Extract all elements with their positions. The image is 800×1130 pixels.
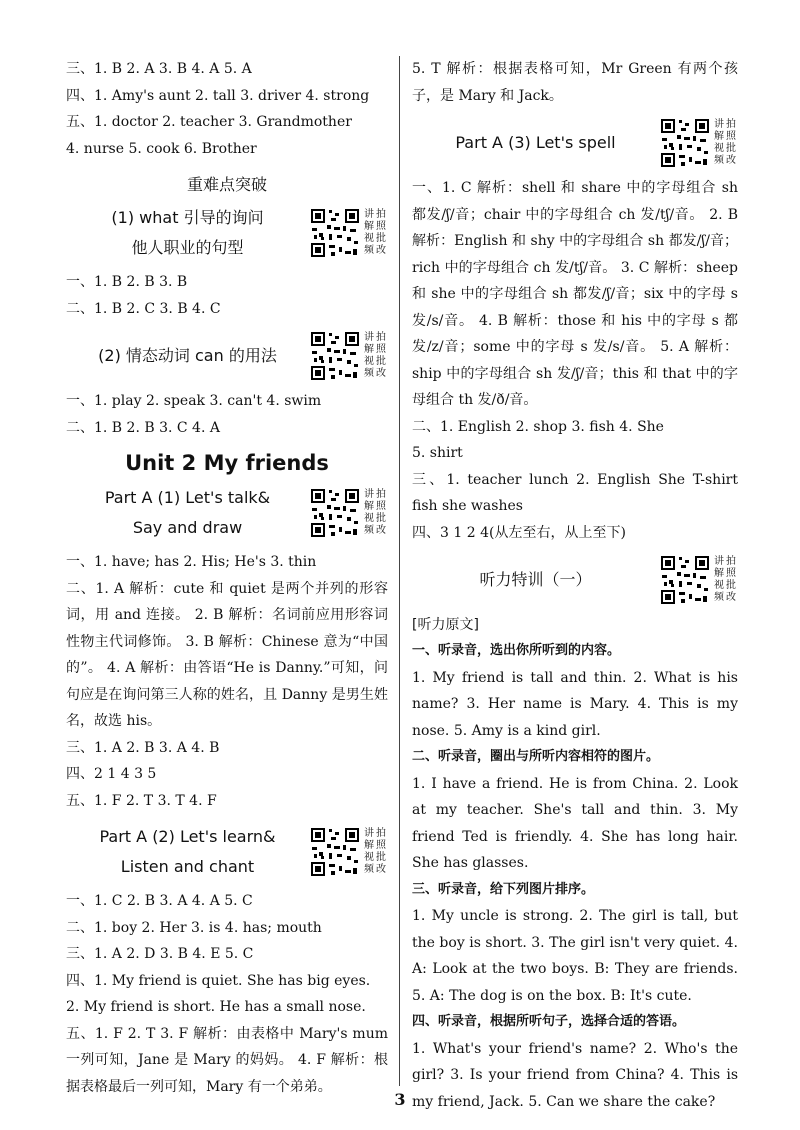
qr-code-block[interactable] xyxy=(309,487,388,539)
page-number: 3 xyxy=(394,1090,406,1109)
left-column xyxy=(66,56,388,1100)
topic-header xyxy=(66,330,388,382)
answer-line: 4. nurse 5. cook 6. Brother xyxy=(66,140,257,157)
qr-code-block[interactable] xyxy=(309,207,388,259)
qr-code-icon[interactable] xyxy=(309,487,361,539)
qr-label: 讲 拍 解 照 视 批 频 改 xyxy=(364,828,386,875)
qr-label: 讲 拍 解 照 视 批 频 改 xyxy=(364,209,386,256)
part-title-line: Listen and chant xyxy=(120,857,255,876)
listening-title: 听力特训（一） xyxy=(479,570,592,589)
answer-paragraph: 三、1. teacher lunch 2. English She T-shirt fish she washes xyxy=(412,471,738,514)
answer-paragraph: 5. T 解析：根据表格可知，Mr Green 有两个孩子，是 Mary 和 Jack。 xyxy=(412,61,738,104)
part-title-line: Part A (1) Let's talk& xyxy=(104,488,271,507)
part-title-line: Part A (2) Let's learn& xyxy=(99,827,276,846)
section-heading: 重难点突破 xyxy=(186,175,267,194)
topic-title-line: (1) what 引导的询问 xyxy=(111,208,264,227)
qr-code-block[interactable] xyxy=(659,554,738,606)
listening-script: 1. My uncle is strong. 2. The girl is tall, but the boy is short. 3. The girl isn't very quiet. 4. A: Look at the two boys. B: They are friends. 5. A: The dog is on the box. B: It's cute. xyxy=(412,908,738,1004)
qr-label: 讲 拍 解 照 视 批 频 改 xyxy=(364,489,386,536)
answer-line: 四、2 1 4 3 5 xyxy=(66,766,157,782)
qr-code-block[interactable] xyxy=(309,826,388,878)
topic-header xyxy=(66,203,388,263)
part-title-line: Say and draw xyxy=(132,518,243,537)
answer-paragraph: 二、1. A 解析：cute 和 quiet 是两个并列的形容词，用 and 连接。 2. B 解析：名词前应用形容词性物主代词修饰。 3. B 解析：Chinese 意为“中国的”。 4. A 解析：由答语“He is Danny.”可知，问句应是在询问第三人称的姓名，且 Danny 是男生姓名，故选 his。 xyxy=(66,580,388,729)
answer-line: 四、1. Amy's aunt 2. tall 3. driver 4. strong xyxy=(66,87,370,104)
qr-code-block[interactable] xyxy=(309,330,388,382)
listening-script: 1. What's your friend's name? 2. Who's the girl? 3. Is your friend from China? 4. This is my friend, Jack. 5. Can we share the cake? xyxy=(412,1040,738,1110)
listening-header xyxy=(412,554,738,606)
answer-line: 三、1. A 2. D 3. B 4. E 5. C xyxy=(66,946,254,962)
question-heading: 一、听录音，选出你所听到的内容。 xyxy=(412,643,621,658)
answer-line: 三、1. B 2. A 3. B 4. A 5. A xyxy=(66,61,252,77)
answer-line: 二、1. English 2. shop 3. fish 4. She xyxy=(412,418,664,435)
qr-code-icon[interactable] xyxy=(659,117,711,169)
question-heading: 三、听录音，给下列图片排序。 xyxy=(412,881,595,897)
listening-script: 1. I have a friend. He is from China. 2. Look at my teacher. She's tall and thin. 3. My friend Ted is friendly. 4. She has long hair. She has glasses. xyxy=(412,775,738,871)
part-header xyxy=(66,822,388,882)
part-header xyxy=(66,483,388,543)
answer-line: 一、1. have; has 2. His; He's 3. thin xyxy=(66,554,317,570)
qr-label: 讲 拍 解 照 视 批 频 改 xyxy=(364,332,386,379)
qr-code-icon[interactable] xyxy=(659,554,711,606)
qr-code-icon[interactable] xyxy=(309,826,361,878)
answer-line: 2. My friend is short. He has a small nose. xyxy=(66,999,366,1015)
unit-title: Unit 2 My friends xyxy=(125,451,329,475)
answer-line: 5. shirt xyxy=(412,445,463,461)
answer-paragraph: 五、1. F 2. T 3. F 解析：由表格中 Mary's mum 一列可知，Jane 是 Mary 的妈妈。 4. F 解析：根据表格最后一列可知，Mary 有一个弟弟。 xyxy=(66,1025,388,1095)
answer-paragraph: 一、1. C 解析：shell 和 share 中的字母组合 sh 都发/ʃ/音；chair 中的字母组合 ch 发/tʃ/音。 2. B 解析：English 和 shy 中的字母组合 sh 都发/ʃ/音；rich 中的字母组合 ch 发/tʃ/音。 3. C 解析：sheep 和 she 中的字母组合 sh 都发/ʃ/音；six 中的字母 s 发/s/音。 4. B 解析：those 和 his 中的字母 s 都发/z/音；some 中的字母 s 发/s/音。 5. A 解析：ship 中的字母组合 sh 发/ʃ/音；this 和 that 中的字母组合 th 发/ð/音。 xyxy=(412,180,738,408)
qr-code-icon[interactable] xyxy=(309,207,361,259)
answer-line: 一、1. C 2. B 3. A 4. A 5. C xyxy=(66,893,253,909)
qr-code-block[interactable] xyxy=(659,117,738,169)
answer-line: 二、1. B 2. C 3. B 4. C xyxy=(66,300,221,317)
topic-title-line: 他人职业的句型 xyxy=(131,238,244,257)
qr-label: 讲 拍 解 照 视 批 频 改 xyxy=(714,556,736,603)
question-heading: 四、听录音，根据所听句子，选择合适的答语。 xyxy=(412,1014,686,1029)
answer-line: 四、1. My friend is quiet. She has big eyes. xyxy=(66,972,371,989)
part-title xyxy=(66,822,309,882)
answer-line: 二、1. boy 2. Her 3. is 4. has; mouth xyxy=(66,919,322,936)
answer-line: 五、1. doctor 2. teacher 3. Grandmother xyxy=(66,114,352,130)
column-divider xyxy=(399,56,400,1086)
right-column xyxy=(412,56,738,1115)
part-title xyxy=(66,483,309,543)
part-header xyxy=(412,117,738,169)
topic-title: (2) 情态动词 can 的用法 xyxy=(98,346,277,365)
answer-line: 五、1. F 2. T 3. T 4. F xyxy=(66,792,217,809)
question-heading: 二、听录音，圈出与所听内容相符的图片。 xyxy=(412,749,660,764)
answer-line: 四、3 1 2 4(从左至右，从上至下) xyxy=(412,524,626,541)
part-title: Part A (3) Let's spell xyxy=(455,133,616,152)
answer-line: 一、1. B 2. B 3. B xyxy=(66,274,188,290)
qr-code-icon[interactable] xyxy=(309,330,361,382)
answer-line: 一、1. play 2. speak 3. can't 4. swim xyxy=(66,393,322,409)
listening-script: 1. My friend is tall and thin. 2. What is his name? 3. Her name is Mary. 4. This is my nose. 5. Amy is a kind girl. xyxy=(412,669,738,739)
listening-original-label: [听力原文] xyxy=(412,617,479,633)
answer-line: 二、1. B 2. B 3. C 4. A xyxy=(66,419,220,436)
topic-title xyxy=(66,203,309,263)
qr-label: 讲 拍 解 照 视 批 频 改 xyxy=(714,119,736,166)
answer-line: 三、1. A 2. B 3. A 4. B xyxy=(66,739,220,756)
